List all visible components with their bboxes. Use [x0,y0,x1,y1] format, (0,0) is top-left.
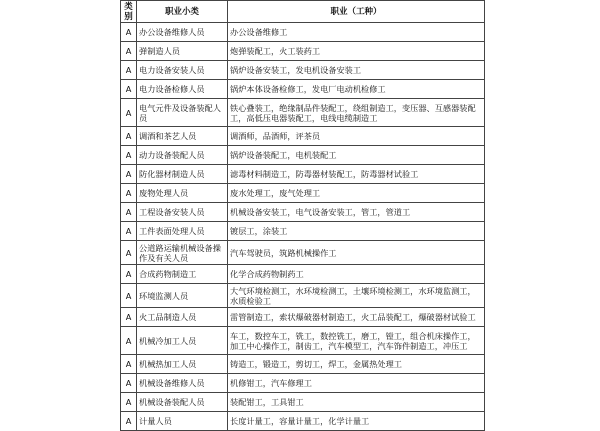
row-category: A [121,222,137,241]
row-subclass: 电气元件及设备装配人员 [137,99,228,127]
row-category: A [121,165,137,184]
row-category: A [121,42,137,61]
row-occupation: 装配钳工，工具钳工 [228,393,485,412]
row-category: A [121,412,137,431]
row-category: A [121,203,137,222]
row-occupation: 机械设备安装工，电气设备安装工，管工，管道工 [228,203,485,222]
occupation-table [120,0,485,431]
row-subclass: 办公设备维修人员 [137,23,228,42]
row-category: A [121,61,137,80]
row-occupation: 办公设备维修工 [228,23,485,42]
row-subclass: 工件表面处理人员 [137,222,228,241]
row-subclass: 电力设备检修人员 [137,80,228,99]
row-subclass: 废物处理人员 [137,184,228,203]
header-subclass: 职业小类 [137,1,228,23]
row-category: A [121,23,137,42]
table-row [121,284,485,308]
table-row [121,61,485,80]
row-category: A [121,241,137,265]
table-row [121,222,485,241]
row-category: A [121,184,137,203]
row-occupation: 化学合成药物制药工 [228,265,485,284]
table-row [121,80,485,99]
table-row [121,127,485,146]
row-subclass: 防化器材制造人员 [137,165,228,184]
row-occupation: 锅炉设备装配工，电机装配工 [228,146,485,165]
row-subclass: 动力设备装配人员 [137,146,228,165]
row-category: A [121,99,137,127]
table-row [121,374,485,393]
row-subclass: 机械冷加工人员 [137,327,228,355]
table-row [121,203,485,222]
row-subclass: 合成药物制造工 [137,265,228,284]
row-subclass: 环境监测人员 [137,284,228,308]
table-row [121,99,485,127]
header-occupation: 职业（工种） [228,1,485,23]
row-subclass: 机械热加工人员 [137,355,228,374]
row-subclass: 计量人员 [137,412,228,431]
row-occupation: 炮弹装配工，火工装药工 [228,42,485,61]
header-row [121,1,485,23]
header-category: 类别 [121,1,137,23]
occupation-table-sheet [120,0,484,426]
table-row [121,23,485,42]
row-occupation: 调酒师，品酒师，评茶员 [228,127,485,146]
row-subclass: 机械设备维修人员 [137,374,228,393]
row-category: A [121,146,137,165]
table-row [121,241,485,265]
row-subclass: 机械设备装配人员 [137,393,228,412]
row-category: A [121,374,137,393]
row-category: A [121,355,137,374]
table-row [121,327,485,355]
row-occupation: 废水处理工，废气处理工 [228,184,485,203]
table-row [121,146,485,165]
table-row [121,412,485,431]
row-occupation: 机修钳工，汽车修理工 [228,374,485,393]
table-row [121,184,485,203]
row-occupation: 铸造工，锻造工，剪切工，焊工，金属热处理工 [228,355,485,374]
row-occupation: 长度计量工，容量计量工，化学计量工 [228,412,485,431]
row-occupation: 汽车驾驶员，筑路机械操作工 [228,241,485,265]
row-category: A [121,393,137,412]
table-row [121,165,485,184]
table-row [121,308,485,327]
row-occupation: 镀层工，涂装工 [228,222,485,241]
row-category: A [121,284,137,308]
row-category: A [121,127,137,146]
table-row [121,355,485,374]
row-category: A [121,308,137,327]
row-occupation: 滤毒材料制造工，防毒器材装配工，防毒器材试验工 [228,165,485,184]
row-subclass: 公道路运输机械设备操作及有关人员 [137,241,228,265]
row-occupation: 车工，数控车工，铣工，数控铣工，磨工，镗工，组合机床操作工，加工中心操作工，制齿工，汽车模型工，汽车饰件制造工，冲压工 [228,327,485,355]
row-subclass: 电力设备安装人员 [137,61,228,80]
row-category: A [121,265,137,284]
row-occupation: 锅炉设备安装工，发电机设备安装工 [228,61,485,80]
table-row [121,42,485,61]
row-category: A [121,80,137,99]
row-subclass: 火工品制造人员 [137,308,228,327]
table-row [121,393,485,412]
row-subclass: 弹制造人员 [137,42,228,61]
row-subclass: 工程设备安装人员 [137,203,228,222]
row-subclass: 调酒和茶艺人员 [137,127,228,146]
table-row [121,265,485,284]
row-category: A [121,327,137,355]
row-occupation: 锅炉本体设备检修工，发电厂电动机检修工 [228,80,485,99]
row-occupation: 铁心叠装工，绝缘制品件装配工，绕组制造工，变压器、互感器装配工，高低压电器装配工，电线电缆制造工 [228,99,485,127]
row-occupation: 雷管制造工，索状爆破器材制造工，火工品装配工，爆破器材试验工 [228,308,485,327]
row-occupation: 大气环境检测工，水环境检测工，土壤环境检测工，水环境监测工，水质检验工 [228,284,485,308]
